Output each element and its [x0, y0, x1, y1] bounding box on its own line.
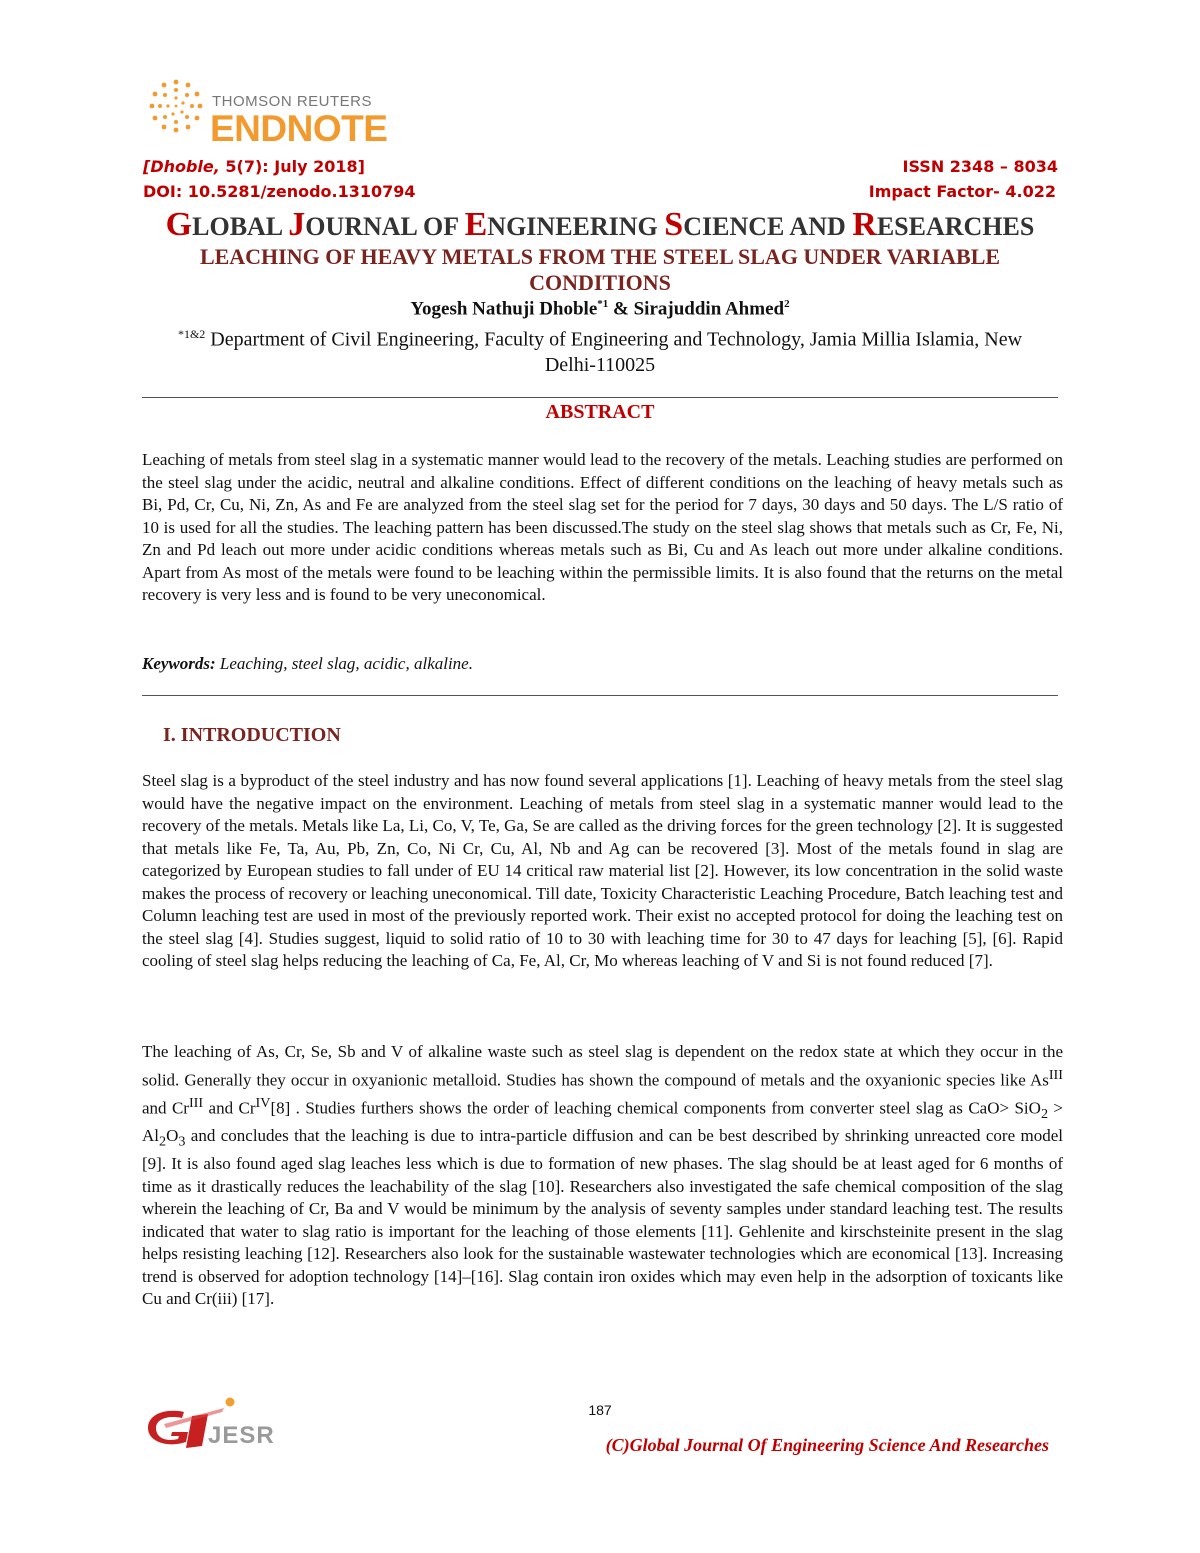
journal-word: ENGINEERING: [464, 206, 658, 243]
endnote-logo: [146, 72, 406, 152]
issn: ISSN 2348 – 8034: [902, 157, 1058, 176]
paper-title: LEACHING OF HEAVY METALS FROM THE STEEL SLAG UNDER VARIABLE CONDITIONS: [199, 244, 1001, 295]
author-name: Sirajuddin Ahmed: [633, 298, 785, 320]
intro-paragraph-1: Steel slag is a byproduct of the steel industry and has now found several applications [1]. Leaching of heavy metals from the steel slag would have the negative impact on the environment. Leaching of metals from steel slag in a systematic manner would lead to the recovery of the metals. Metals like La, Li, Co, V, Te, Ga, Se are called as the driving forces for the green technology [2]. It is suggested that metals like Fe, Ta, Au, Pb, Zn, Co, Ni Cr, Cu, Al, Nb and Ag can be recovered [3]. Most of the metals found in slag are categorized by European studies to fall under of EU 14 critical raw material list [2]. However, its low concentration in the solid waste makes the process of recovery or leaching uneconomical. Till date, Toxicity Characteristic Leaching Procedure, Batch leaching test and Column leaching test are used in most of the previously reported work. Their exist no accepted protocol for doing the leaching test on the steel slag [4]. Studies suggest, liquid to solid ratio of 10 to 30 with leaching time for 30 to 47 days for leaching [5], [6]. Rapid cooling of steel slag helps reducing the leaching of Ca, Fe, Al, Cr, Mo whereas leaching of V and Si is not found reduced [7].: [142, 771, 1063, 970]
journal-word: OF: [422, 212, 459, 241]
keywords: [142, 654, 473, 674]
section-heading: I. INTRODUCTION: [163, 724, 341, 746]
abstract-heading: ABSTRACT: [545, 401, 655, 423]
footer-copyright: (C)Global Journal Of Engineering Science And Researches: [605, 1435, 1049, 1455]
authors: [0, 298, 1200, 320]
affiliation-sup: *1&2: [177, 327, 206, 341]
abstract-text: Leaching of metals from steel slag in a systematic manner would lead to the recovery of the metals. Leaching studies are performed on the steel slag under the acidic, neutral and alkaline conditions. Effect of different conditions on the leaching of heavy metals such as Bi, Pd, Cr, Cu, Ni, Zn, As and Fe are analyzed from the steel slag set for the period for 7 days, 30 days and 50 days. The L/S ratio of 10 is used for all the studies. The leaching pattern has been discussed.The study on the steel slag shows that metals such as Cr, Fe, Ni, Zn and Pd leach out more under acidic conditions whereas metals such as Bi, Cu and As leach out more under alkaline conditions. Apart from As most of the metals were found to be leaching within the permissible limits. It is also found that the returns on the metal recovery is very less and is found to be very uneconomical.: [142, 450, 1063, 604]
affiliation-text: Department of Civil Engineering, Faculty of Engineering and Technology, Jamia Millia Islamia, New Delhi-110025: [205, 328, 1023, 376]
doi: DOI: 10.5281/zenodo.1310794: [143, 182, 416, 201]
journal-name: [0, 208, 1200, 242]
affiliation: [150, 322, 1050, 378]
divider: [142, 695, 1058, 696]
divider: [142, 397, 1058, 398]
gjesr-logo-text: JESR: [208, 1422, 275, 1449]
author-sup: *1: [597, 298, 609, 310]
journal-word: RESEARCHES: [852, 206, 1035, 243]
author-sup: 2: [784, 298, 790, 310]
journal-word: JOURNAL: [288, 206, 417, 243]
journal-word: AND: [789, 212, 846, 241]
logo-product: ENDNOTE: [210, 108, 388, 149]
citation: [143, 159, 365, 175]
keywords-text: Leaching, steel slag, acidic, alkaline.: [215, 654, 473, 673]
author-name: Yogesh Nathuji Dhoble: [410, 298, 598, 320]
citation-author: [Dhoble,: [143, 157, 220, 176]
impact-factor: Impact Factor- 4.022: [868, 182, 1056, 201]
author-separator: &: [608, 298, 634, 320]
endnote-rings-icon: [146, 76, 206, 136]
journal-word: SCIENCE: [664, 206, 785, 243]
page-number: 187: [588, 1402, 612, 1418]
keywords-label: Keywords:: [142, 654, 216, 673]
citation-issue: 5(7): July 2018]: [219, 157, 365, 176]
logo-brand: THOMSON REUTERS: [212, 93, 373, 110]
journal-word: GLOBAL: [165, 206, 282, 243]
intro-paragraph-2: The leaching of As, Cr, Se, Sb and V of alkaline waste such as steel slag is dependent on the redox state at which they occur in the solid. Generally they occur in oxyanionic metalloid. Studies has shown the compound of metals and the oxyanionic species like $As^{III}$ and $Cr^{III}$ and $Cr^{IV}[8]$ . Studies furthers shows the order of leaching chemical components from converter steel slag as $CaO> SiO_2 > Al_2O_3$ and concludes that the leaching is due to intra-particle diffusion and can be best described by shrinking unreacted core model [9]. It is also found aged slag leaches less which is due to formation of new phases. The slag should be at least aged for 6 months of time as it drastically reduces the leachability of the slag [10]. Researchers also investigated the safe chemical composition of the slag wherein the leaching of Cr, Ba and V would be minimum by the analysis of seventy samples under standard leaching test. The results indicated that water to slag ratio is important for the leaching of those elements [11]. Gehlenite and kirschsteinite present in the slag helps resisting leaching [12]. Researchers also look for the sustainable wastewater technologies which are economical [13]. Increasing trend is observed for adoption technology [14]–[16]. Slag contain iron oxides which may even help in the adsorption of toxicants like Cu and Cr(iii) [17].: [142, 1042, 1064, 1309]
